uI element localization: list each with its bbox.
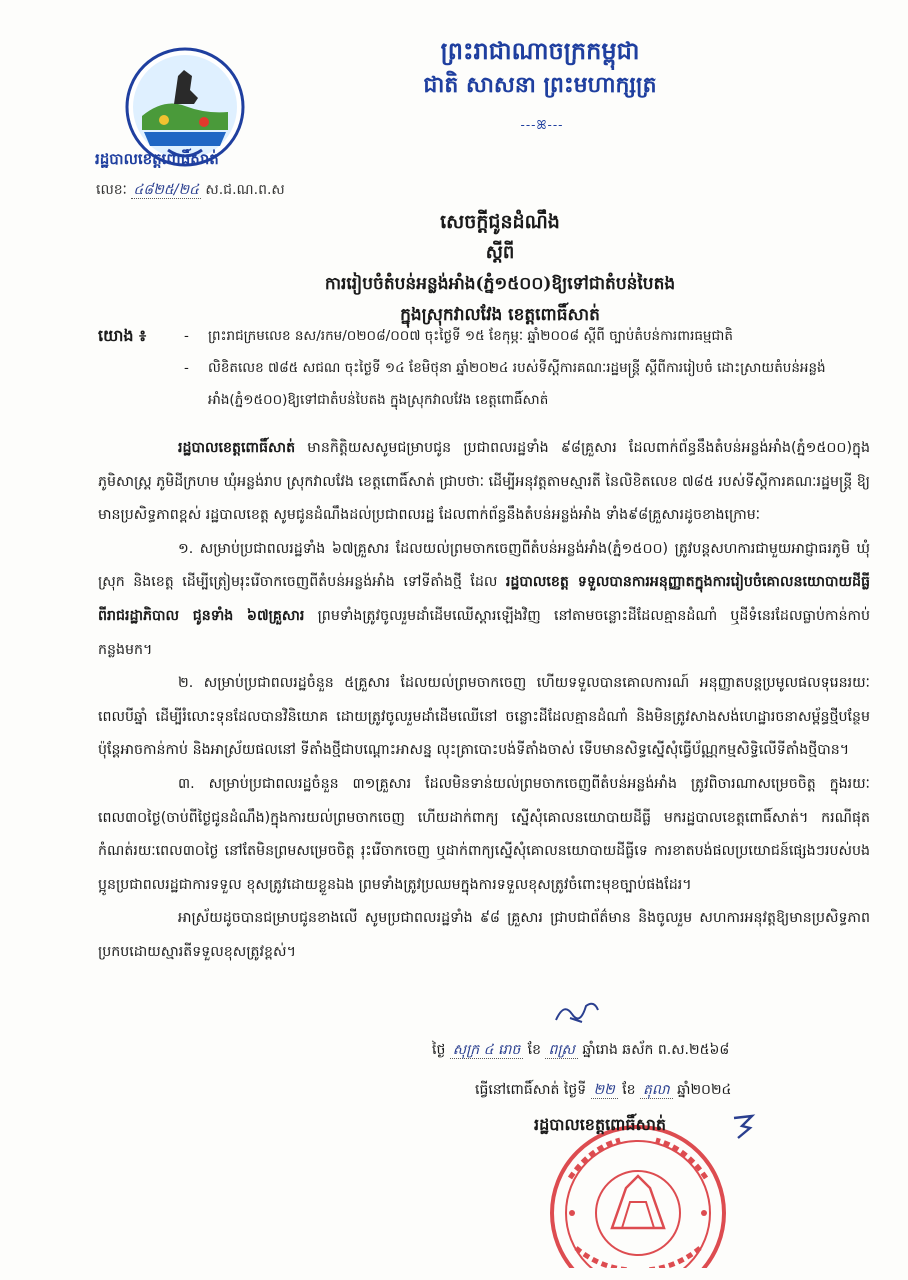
point-1-emphasis: រដ្ឋបាលខេត្ត ទទួលបានការអនុញ្ញាតក្នុងការរៀបចំគោលនយោបាយដីធ្លី ពីរាជរដ្ឋាភិបាល ជូនទាំង ៦៧គ្រួសារ xyxy=(98,574,870,624)
ref-suffix: ស.ជ.ណ.ព.ស xyxy=(205,182,285,198)
notice-title-block xyxy=(180,206,820,330)
point-1-paragraph: ១. សម្រាប់ប្រជាពលរដ្ឋទាំង ៦៧គ្រួសារ ដែលយល់ព្រមចាកចេញពីតំបន់អន្លង់អាំង(ភ្នំ១៥០០) ត្រូវបន្តសហការជាមួយអាជ្ញាធរភូមិ ឃុំ ស្រុក និងខេត្ត ដើម្បីត្រៀមរុះរើចាកចេញពីតំបន់អន្លង់អាំង ទៅទីតាំងថ្មី ដែល រដ្ឋបាលខេត្ត ទទួលបានការអនុញ្ញាតក្នុងការរៀបចំគោលនយោបាយដីធ្លី ពីរាជរដ្ឋាភិបាល ជូនទាំង ៦៧គ្រួសារ ព្រមទាំងត្រូវចូលរួមដាំដើមឈើស្តារឡើងវិញ នៅតាមចន្លោះដីដែលគ្មានដំណាំ ឬដីទំនេរដែលធ្លាប់កាន់កាប់កន្លងមក។ xyxy=(98,540,870,658)
handwritten-signature-icon xyxy=(730,1112,756,1140)
reference-number xyxy=(96,180,285,201)
notice-body xyxy=(98,432,870,970)
nation-religion-king: ជាតិ សាសនា ព្រះមហាក្សត្រ xyxy=(423,72,657,98)
kingdom-header xyxy=(300,34,780,102)
solar-date: ធ្វើនៅពោធិ៍សាត់ ថ្ងៃទី ២២ ខែ តុលា ឆ្នាំ២០២៤ xyxy=(475,1082,732,1098)
ref-label: លេខៈ xyxy=(96,182,127,198)
notice-subject-label: ស្តីពី xyxy=(485,242,515,263)
references-label: យោង ៖ xyxy=(98,326,147,345)
header-ornament: ---ꕤ--- xyxy=(520,118,564,132)
ref-number-handwritten: ៤៨២៥/២៤ xyxy=(133,182,199,198)
notice-location: ក្នុងស្រុកវាលវែង ខេត្តពោធិ៍សាត់ xyxy=(400,305,600,325)
notice-title: សេចក្តីជូនដំណឹង xyxy=(440,211,560,233)
point-2-paragraph: ២. សម្រាប់ប្រជាពលរដ្ឋចំនួន ៥គ្រួសារ ដែលយល់ព្រមចាកចេញ ហើយទទួលបានគោលការណ៍ អនុញ្ញាតបន្តប្រមូលផលទុរេនរយៈពេលបីឆ្នាំ ដើម្បីរំលោះទុនដែលបានវិនិយោគ ដោយត្រូវចូលរួមដាំដើមឈើនៅ ចន្លោះដីដែលគ្មានដំណាំ និងមិនត្រូវសាងសង់ហេដ្ឋារចនាសម្ព័ន្ធថ្មីបន្ថែម ប៉ុន្តែអាចកាន់កាប់ និងអាស្រ័យផលនៅ ទីតាំងថ្មីជាបណ្តោះអាសន្ន លុះត្រាបោះបង់ទីតាំងចាស់ ទើបមានសិទ្ធស្នើសុំធ្វើប័ណ្ណកម្មសិទ្ធិលើទីតាំងថ្មីបាន។ xyxy=(98,675,870,759)
official-seal-icon xyxy=(530,1118,746,1268)
point-3-paragraph: ៣. សម្រាប់ប្រជាពលរដ្ឋចំនួន ៣១គ្រួសារ ដែលមិនទាន់យល់ព្រមចាកចេញពីតំបន់អន្លង់អាំង ត្រូវពិចារណាសម្រេចចិត្ត ក្នុងរយៈពេល៣០ថ្ងៃ(ចាប់ពីថ្ងៃជូនដំណឹង)ក្នុងការយល់ព្រមចាកចេញ ហើយដាក់ពាក្យ ស្នើសុំគោលនយោបាយដីធ្លី មករដ្ឋបាលខេត្តពោធិ៍សាត់។ ករណីផុតកំណត់រយៈពេល៣០ថ្ងៃ នៅតែមិនព្រមសម្រេចចិត្ត រុះរើចាកចេញ ឬដាក់ពាក្យស្នើសុំគោលនយោបាយដីធ្លីទេ ការខាតបង់ផលប្រយោជន៍ផ្សេងៗរបស់បងប្អូនប្រជាពលរដ្ឋជាការទទួល ខុសត្រូវដោយខ្លួនឯង ព្រមទាំងត្រូវប្រឈមក្នុងការទទួលខុសត្រូវចំពោះមុខច្បាប់ផងដែរ។ xyxy=(98,775,870,893)
closing-paragraph: អាស្រ័យដូចបានជម្រាបជូនខាងលើ សូមប្រជាពលរដ្ឋទាំង ៩៨ គ្រួសារ ជ្រាបជាព័ត៌មាន និងចូលរួម សហការអនុវត្តឱ្យមានប្រសិទ្ធភាព ប្រកបដោយស្មារតីទទួលខុសត្រូវខ្ពស់។ xyxy=(98,910,870,960)
issuing-authority: រដ្ឋបាលខេត្តពោធិ៍សាត់ xyxy=(95,150,219,168)
signatory-title: រដ្ឋបាលខេត្តពោធិ៍សាត់ xyxy=(534,1115,667,1134)
intro-paragraph: រដ្ឋបាលខេត្តពោធិ៍សាត់ មានកិត្តិយសសូមជម្រាបជូន ប្រជាពលរដ្ឋទាំង ៩៨គ្រួសារ ដែលពាក់ព័ន្ធនឹងតំបន់អន្លង់អាំង(ភ្នំ១៥០០)ក្នុងភូមិសាស្ត្រ ភូមិដីក្រហម ឃុំអន្លង់រាប ស្រុកវាលវែង ខេត្តពោធិ៍សាត់ ជ្រាបថាៈ ដើម្បីអនុវត្តតាមស្មារតី នៃលិខិតលេខ ៧៨៥ របស់ទីស្តីការគណៈរដ្ឋមន្ត្រី ឱ្យមានប្រសិទ្ធភាពខ្ពស់ រដ្ឋបាលខេត្ត សូមជូនដំណឹងដល់ប្រជាពលរដ្ឋ ដែលពាក់ព័ន្ធនឹងតំបន់អន្លង់អាំង ទាំង៩៨គ្រួសារដូចខាងក្រោមៈ xyxy=(98,440,870,524)
references xyxy=(98,320,868,416)
intro-authority: រដ្ឋបាលខេត្តពោធិ៍សាត់ xyxy=(178,440,296,456)
notice-subject: ការរៀបចំតំបន់អន្លង់អាំង(ភ្នំ១៥០០)ឱ្យទៅជាតំបន់បៃតង xyxy=(324,274,676,294)
reference-item: - លិខិតលេខ ៧៨៥ សជណ ចុះថ្ងៃទី ១៤ ខែមិថុនា ឆ្នាំ២០២៤ របស់ទីស្តីការគណៈរដ្ឋមន្ត្រី ស្តីពីការរៀបចំ ដោះស្រាយតំបន់អន្លង់អាំង(ភ្នំ១៥០០)ឱ្យទៅជាតំបន់បៃតង ក្នុងស្រុកវាលវែង ខេត្តពោធិ៍សាត់ xyxy=(184,360,826,408)
initial-signature-icon xyxy=(552,996,602,1028)
lunar-date: ថ្ងៃ សុក្រ ៤ រោច ខែ ពស្រ ឆ្នាំរោង ឆស័ក ព.ស.២៥៦៨ xyxy=(432,1042,730,1058)
kingdom-title: ព្រះរាជាណាចក្រកម្ពុជា xyxy=(440,36,640,65)
reference-item: - ព្រះរាជក្រមលេខ នស/រកម/០២០៨/០០៧ ចុះថ្ងៃទី ១៥ ខែកុម្ភៈ ឆ្នាំ២០០៨ ស្តីពី ច្បាប់តំបន់ការពារធម្មជាតិ xyxy=(184,328,733,344)
